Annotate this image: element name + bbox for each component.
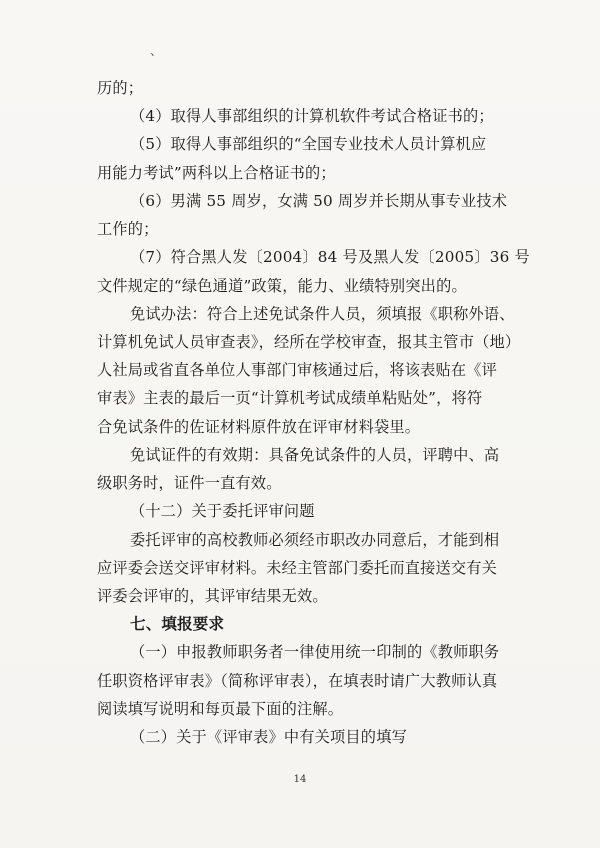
text-line: 评委会评审的，其评审结果无效。 <box>97 586 328 605</box>
text-line: 免试办法：符合上述免试条件人员，须填报《职称外语、 <box>130 304 515 323</box>
text-line: 合免试条件的佐证材料原件放在评审材料袋里。 <box>97 417 421 436</box>
scan-mark: 、 <box>150 44 163 58</box>
text-line: 应评委会送交评审材料。未经主管部门委托而直接送交有关 <box>97 558 498 577</box>
text-line: 人社局或省直各单位人事部门审核通过后，将该表贴在《评 <box>97 361 498 380</box>
text-line: 计算机免试人员审查表》，经所在学校审查，报其主管市（地） <box>97 333 521 351</box>
text-line: 任职资格评审表》（简称评审表），在填表时请广大教师认真 <box>97 671 498 690</box>
text-line: 委托评审的高校教师必须经市职改办同意后，才能到相 <box>130 530 500 549</box>
text-line: 工作的； <box>97 220 159 239</box>
text-line: 级职务时，证件一直有效。 <box>97 474 282 492</box>
text-line: （二）关于《评审表》中有关项目的填写 <box>130 728 407 746</box>
text-line: 文件规定的“绿色通道”政策，能力、业绩特别突出的。 <box>97 276 467 295</box>
text-line: 免试证件的有效期：具备免试条件的人员，评聘中、高 <box>130 445 500 464</box>
text-line: （一）申报教师职务者一律使用统一印制的《教师职务 <box>130 643 500 662</box>
text-line: 阅读填写说明和每页最下面的注解。 <box>97 699 344 718</box>
text-line: （5）取得人事部组织的“全国专业技术人员计算机应 <box>130 135 487 154</box>
text-line: 审表》主表的最后一页“计算机考试成绩单粘贴处”，将符 <box>97 389 483 408</box>
page-number: 14 <box>293 774 307 785</box>
text-line: （6）男满 55 周岁，女满 50 周岁并长期从事专业技术 <box>130 191 508 210</box>
text-line: 用能力考试”两科以上合格证书的； <box>97 163 336 182</box>
section-subheading: （十二）关于委托评审问题 <box>130 502 315 521</box>
text-line: （4）取得人事部组织的计算机软件考试合格证书的； <box>130 107 494 126</box>
text-line: （7）符合黑人发〔2004〕84 号及黑人发〔2005〕36 号 <box>130 248 530 267</box>
text-line: 历的； <box>97 79 144 97</box>
section-heading: 七、填报要求 <box>130 615 225 634</box>
